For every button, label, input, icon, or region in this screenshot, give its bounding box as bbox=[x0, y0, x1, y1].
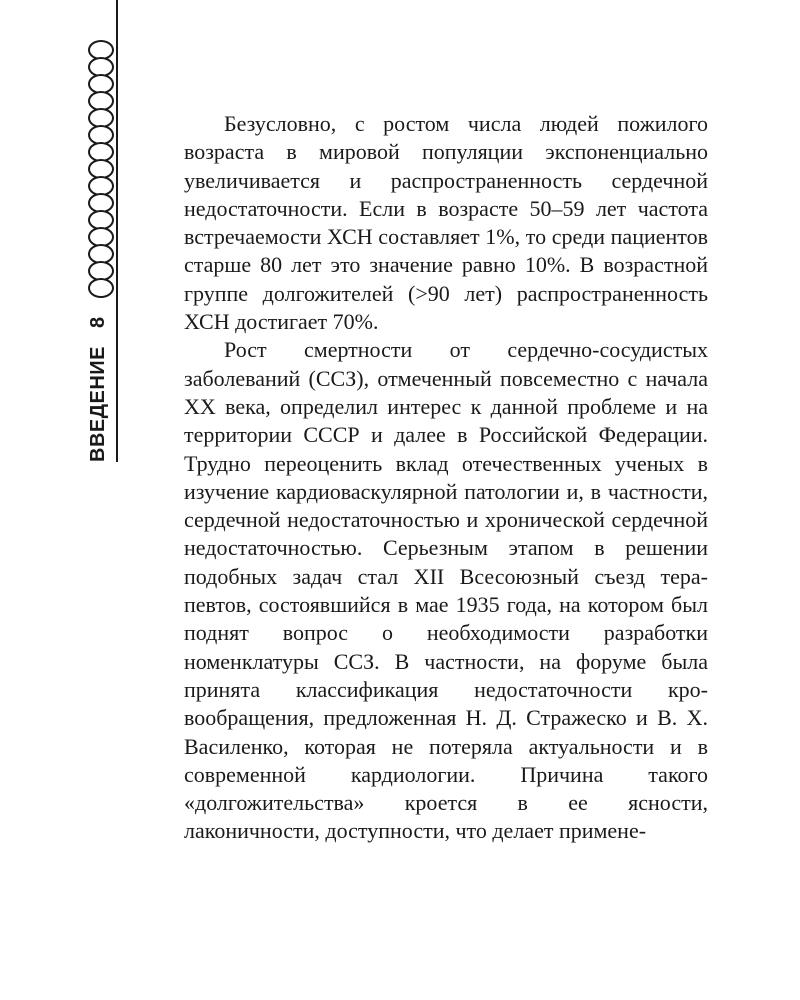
binding-rings bbox=[88, 40, 118, 295]
body-text bbox=[184, 110, 708, 846]
binding-ring bbox=[88, 278, 114, 298]
paragraph: Безусловно, с ростом числа людей пожилого возраста в мировой популяции экспоненциально увеличивается и распространенность сердечной недостаточности. Если в возрасте 50–59 лет частота встречаемости ХСН составляет 1%, то среди пациентов старше 80 лет это значение равно 10%. В возрастной группе долгожителей (>90 лет) распространенность ХСН достигает 70%. bbox=[184, 111, 708, 335]
running-head bbox=[85, 316, 111, 462]
page-number: 8 bbox=[87, 316, 109, 329]
section-title: ВВЕДЕНИЕ bbox=[87, 346, 109, 462]
paragraph: Рост смертности от сердечно-сосудистых заболеваний (ССЗ), отмеченный повсеместно с начала XX века, определил интерес к данной проблеме и на территории СССР и далее в Российской Федерации. Трудно переоценить вклад отечественных ученых в изучение кардиоваскулярной патологии и, в частности, сердечной недостаточностью и хронической сердечной недостаточностью. Серьезным этапом в решении подобных задач стал XII Всесоюзный съезд терапевтов, состоявшийся в мае 1935 года, на котором был поднят вопрос о необходимости разработки номенклатуры ССЗ. В частности, на форуме была принята классификация недостаточности кровообращения, предложенная Н. Д. Стражеско и В. Х. Василенко, которая не потеряла актуальности и в современной кардиологии. Причина такого «долгожительства» кроется в ее ясности, лаконичности, доступности, что делает примене- bbox=[184, 337, 708, 844]
